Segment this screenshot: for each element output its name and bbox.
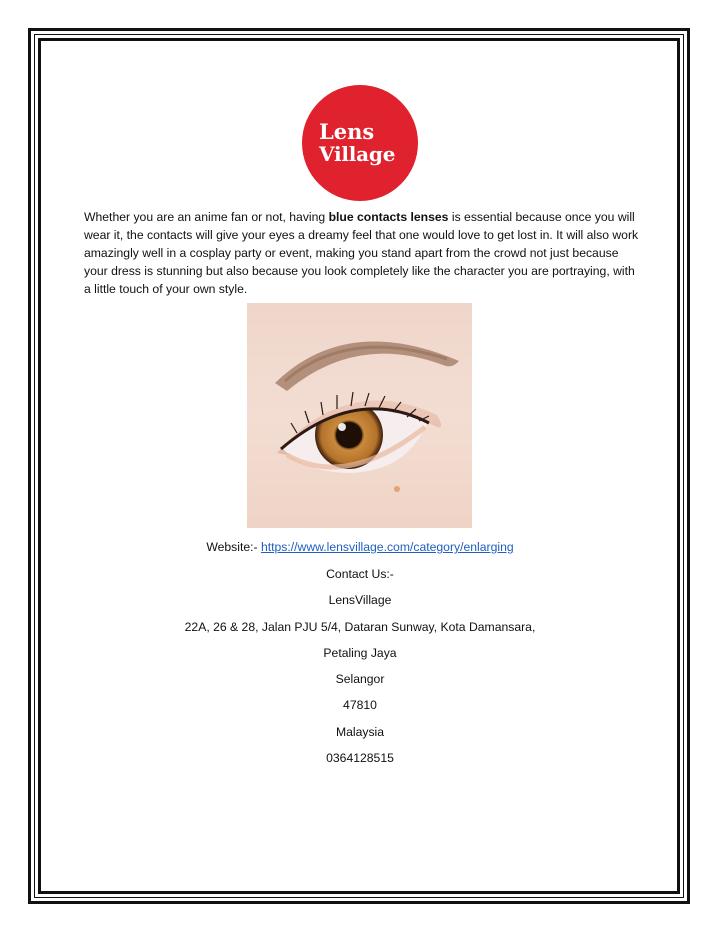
postcode: 47810 — [343, 698, 377, 712]
company-name: LensVillage — [328, 593, 392, 607]
logo-line-1: Lens — [319, 119, 375, 144]
street-address: 22A, 26 & 28, Jalan PJU 5/4, Dataran Sunway, Kota Damansara, — [184, 620, 536, 634]
phone-number: 0364128515 — [326, 751, 394, 765]
website-label: Website:- — [206, 540, 261, 554]
intro-text-start: Whether you are an anime fan or not, having — [84, 210, 329, 224]
intro-text-end: is essential because once you will wear it, the contacts will give your eyes a dreamy feel that one would love to get lost in. It will also work amazingly well in a cosplay party or event, making you stand apart from the crowd not just because your dress is stunning but also because you look completely like the character you are portraying, with a little touch of your own style. — [84, 210, 639, 296]
state: Selangor — [335, 672, 385, 686]
city: Petaling Jaya — [323, 646, 397, 660]
country: Malaysia — [335, 725, 385, 739]
eye-lens-photo — [247, 303, 472, 528]
intro-paragraph — [84, 208, 640, 298]
website-line — [80, 539, 640, 555]
contact-heading: Contact Us:- — [326, 567, 394, 581]
website-link[interactable]: https://www.lensvillage.com/category/enlarging — [260, 540, 514, 554]
logo-line-2: Village — [319, 142, 396, 166]
intro-keyword: blue contacts lenses — [328, 210, 449, 224]
lens-village-logo — [302, 85, 418, 201]
